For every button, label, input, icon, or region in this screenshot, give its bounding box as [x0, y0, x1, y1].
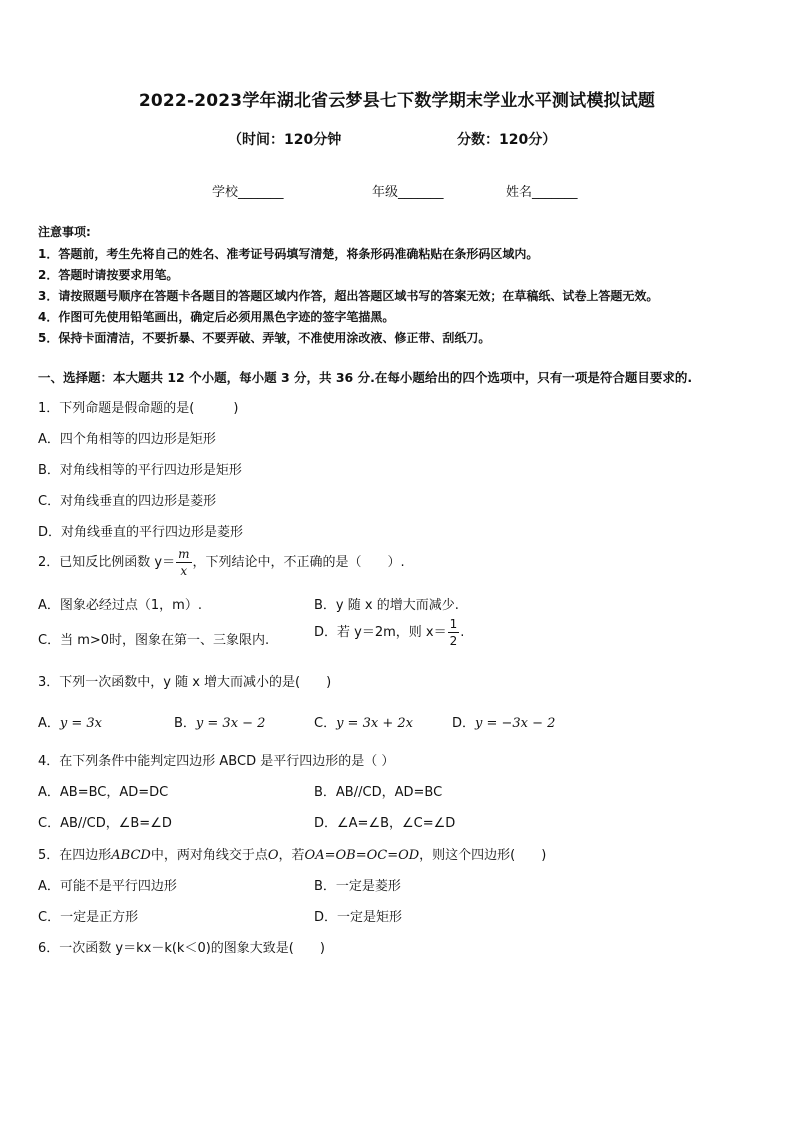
q1-option-a: A．四个角相等的四边形是矩形 — [38, 432, 216, 447]
question-2-stem — [38, 548, 405, 577]
q2-stem-pre: 2．已知反比例函数 y＝ — [38, 555, 176, 570]
q3-a-label: A． — [38, 716, 60, 731]
note-item: 2．答题时请按要求用笔。 — [38, 268, 179, 282]
note-item: 1．答题前，考生先将自己的姓名、准考证号码填写清楚，将条形码准确粘贴在条形码区域内。 — [38, 247, 539, 261]
q5-option-a: A．可能不是平行四边形 — [38, 879, 177, 894]
q3-a-expr: y = 3x — [59, 716, 103, 731]
note-item: 5．保持卡面清洁，不要折暴、不要弄破、弄皱，不准使用涂改液、修正带、刮纸刀。 — [38, 331, 491, 345]
q3-c-expr: y = 3x + 2x — [336, 716, 413, 731]
q5-stem-mid2: ，若 — [278, 848, 305, 863]
q3-option-d — [452, 712, 555, 731]
question-6-stem: 6．一次函数 y＝kx－k(k＜0)的图象大致是( ) — [38, 941, 325, 956]
q3-d-label: D． — [452, 716, 476, 731]
q3-option-c — [314, 712, 413, 731]
q2-option-c: C．当 m>0时，图象在第一、三象限内. — [38, 633, 270, 648]
q3-b-expr: y = 3x − 2 — [195, 716, 266, 731]
q2-option-d — [314, 618, 464, 647]
q3-option-a — [38, 712, 102, 731]
q5-stem-pre: 5．在四边形 — [38, 848, 112, 863]
name-field: 姓名_______ — [506, 185, 578, 200]
q4-option-c: C．AB//CD，∠B=∠D — [38, 816, 172, 831]
q5-abcd: ABCD — [111, 848, 151, 863]
exam-title: 2022-2023学年湖北省云梦县七下数学期末学业水平测试模拟试题 — [138, 91, 656, 111]
q3-option-b — [174, 712, 265, 731]
note-item: 4．作图可先使用铅笔画出，确定后必须用黑色字迹的签字笔描黑。 — [38, 310, 395, 324]
q2-d-fraction — [448, 618, 460, 647]
question-1-stem: 1．下列命题是假命题的是( ) — [38, 401, 239, 416]
grade-field: 年级_______ — [372, 185, 444, 200]
q1-option-d: D．对角线垂直的平行四边形是菱形 — [38, 525, 244, 540]
q4-option-b: B．AB//CD，AD=BC — [314, 785, 443, 800]
q5-option-d: D．一定是矩形 — [314, 910, 403, 925]
q5-stem-post: ，则这个四边形( ) — [419, 848, 547, 863]
q3-b-label: B． — [174, 716, 196, 731]
q2-d-post: . — [460, 625, 465, 640]
note-item: 3．请按照题号顺序在答题卡各题目的答题区域内作答，超出答题区域书写的答案无效；在草稿纸、试卷上答题无效。 — [38, 289, 659, 303]
q5-option-c: C．一定是正方形 — [38, 910, 139, 925]
question-3-stem: 3．下列一次函数中，y 随 x 增大而减小的是( ) — [38, 675, 332, 690]
q2-fraction — [176, 548, 191, 577]
q3-d-expr: y = −3x − 2 — [475, 716, 556, 731]
question-5-stem — [38, 844, 546, 863]
q3-c-label: C． — [314, 716, 337, 731]
school-field: 学校_______ — [212, 185, 284, 200]
q5-point-o: O — [267, 848, 279, 863]
q2-d-pre: D．若 y＝2m，则 x＝ — [314, 625, 447, 640]
q5-equation: OA=OB=OC=OD — [304, 848, 420, 863]
q1-option-c: C．对角线垂直的四边形是菱形 — [38, 494, 217, 509]
q2-option-a: A．图象必经过点（1，m）. — [38, 598, 202, 613]
q1-option-b: B．对角线相等的平行四边形是矩形 — [38, 463, 242, 478]
question-4-stem: 4．在下列条件中能判定四边形 ABCD 是平行四边形的是（ ） — [38, 754, 395, 769]
q5-option-b: B．一定是菱形 — [314, 879, 401, 894]
notes-heading: 注意事项: — [38, 225, 91, 239]
q2-option-b: B．y 随 x 的增大而减少. — [314, 598, 459, 613]
q2-d-num: 1 — [449, 617, 458, 631]
q4-option-a: A．AB=BC，AD=DC — [38, 785, 169, 800]
exam-score: 分数：120分） — [457, 132, 557, 148]
q5-stem-mid: 中，两对角线交于点 — [150, 848, 268, 863]
q2-frac-den: x — [180, 564, 188, 578]
section-heading: 一、选择题：本大题共 12 个小题，每小题 3 分，共 36 分.在每小题给出的四个选项中，只有一项是符合题目要求的. — [38, 370, 693, 385]
q4-option-d: D．∠A=∠B，∠C=∠D — [314, 816, 456, 831]
q2-d-den: 2 — [449, 634, 458, 648]
exam-time: （时间：120分钟 — [228, 132, 342, 148]
q2-stem-post: ，下列结论中，不正确的是（ ）. — [192, 555, 405, 570]
q2-frac-num: m — [178, 547, 190, 561]
